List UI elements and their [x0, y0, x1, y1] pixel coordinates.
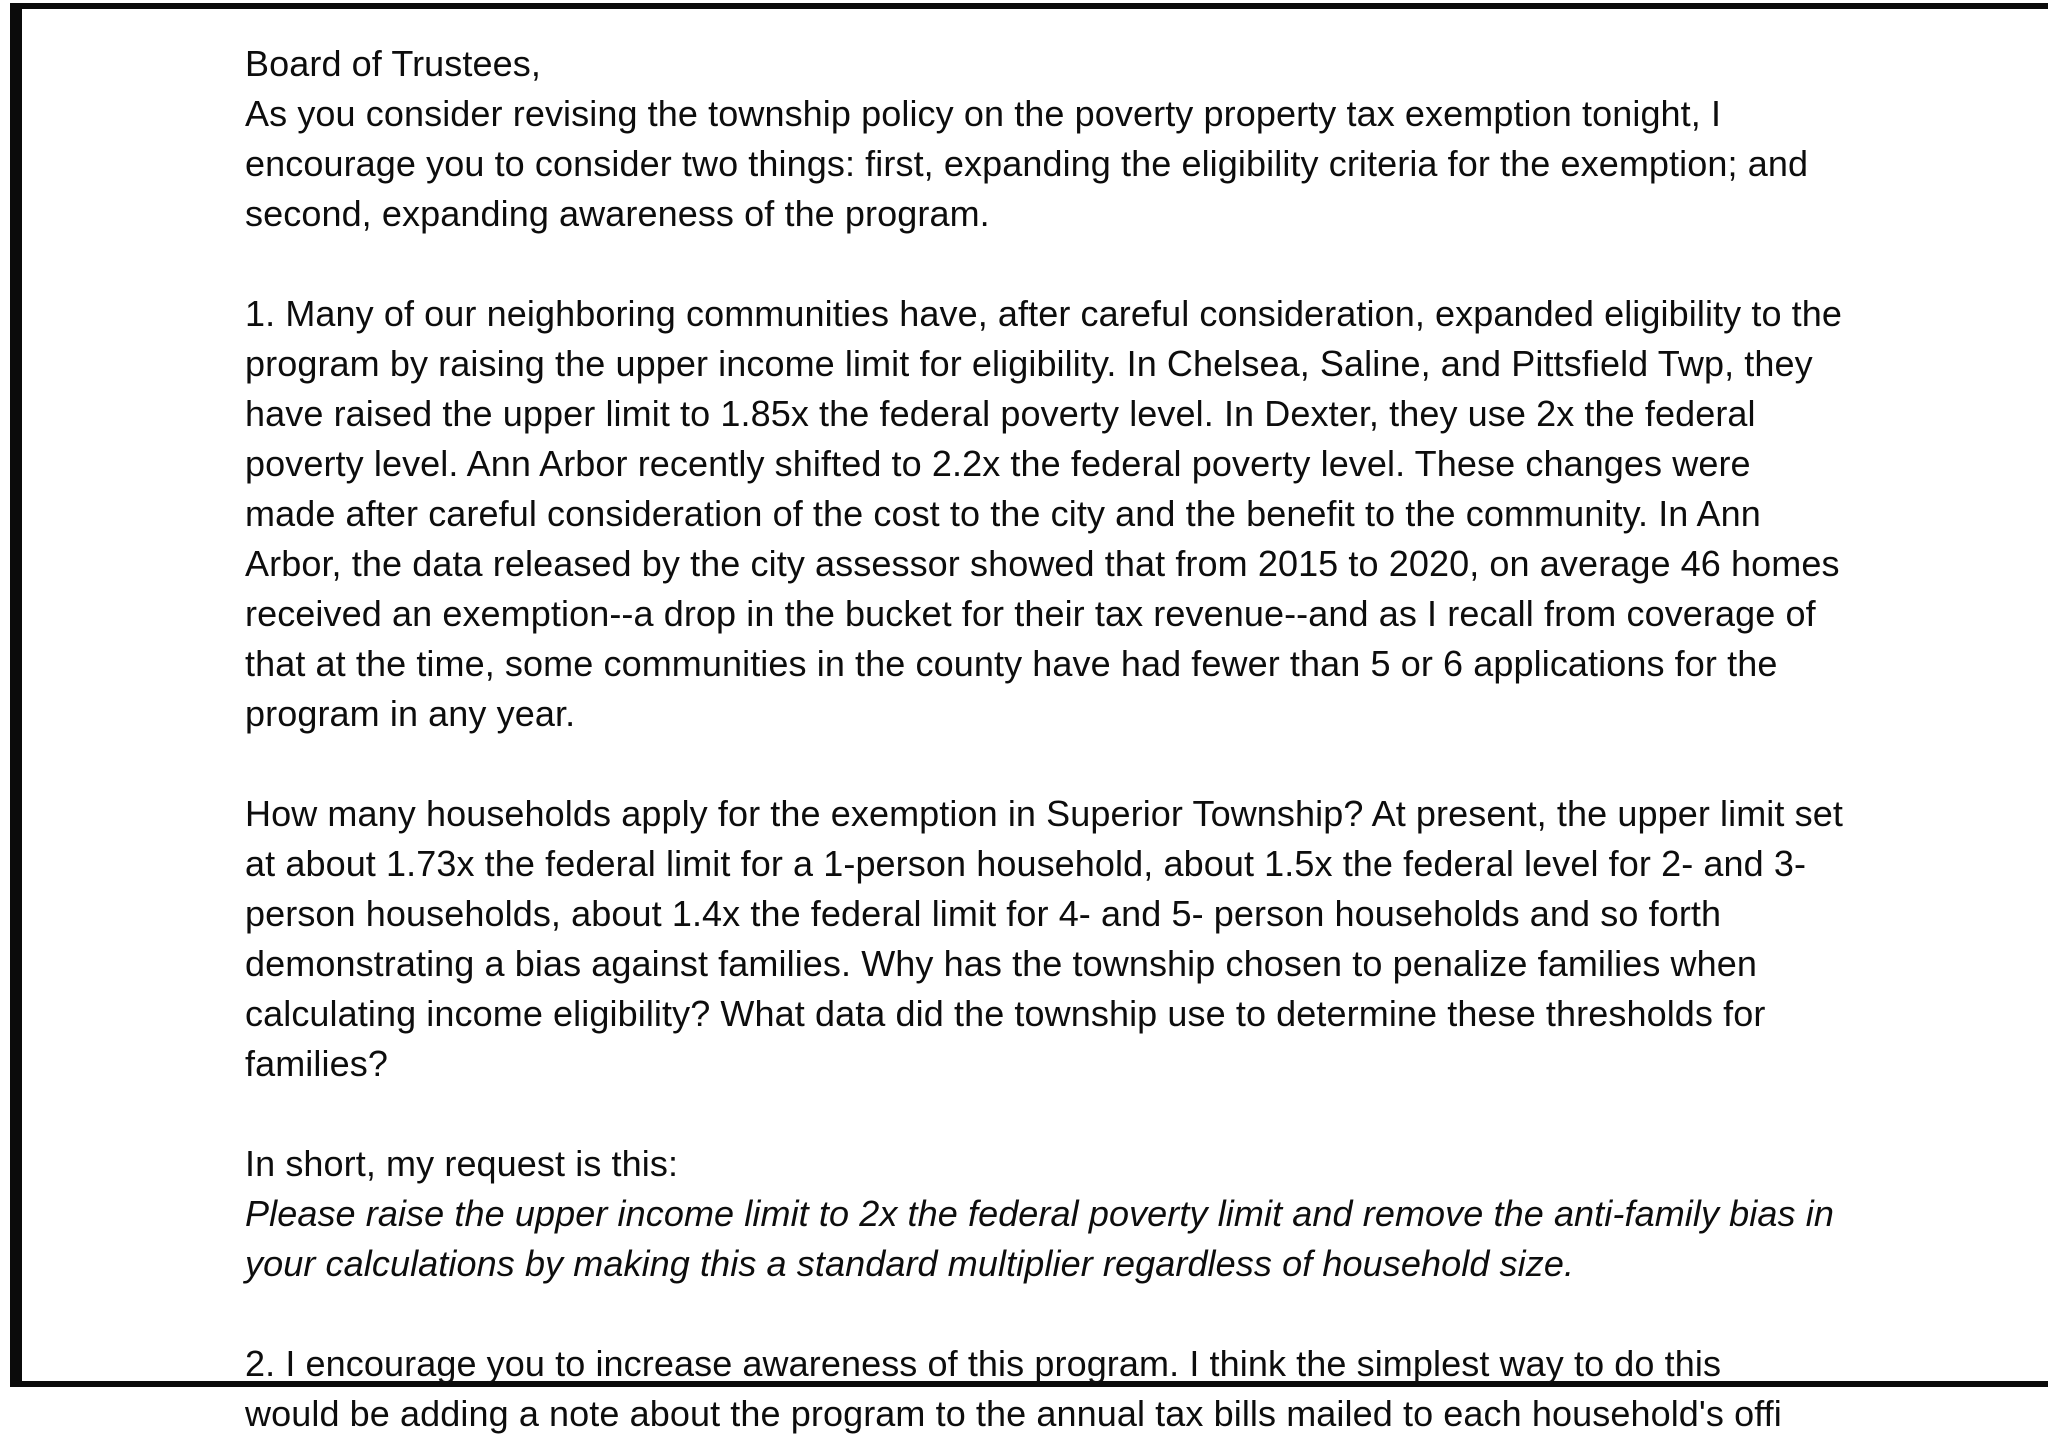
point-2-paragraph: 2. I encourage you to increase awareness of this program. I think the simplest way to do this	[245, 1343, 1722, 1384]
questions-paragraph: How many households apply for the exemption in Superior Township? At present, the upper limit set at about 1.73x the federal limit for a 1-person household, about 1.5x the federal level for 2- and 3-person households, about 1.4x the federal limit for 4- and 5- person households and so forth demonstrating a bias against families. Why has the township chosen to penalize families when calculating income eligibility? What data did the township use to determine these thresholds for families?	[245, 793, 1843, 1084]
letter-body	[22, 9, 2048, 1434]
page-frame	[10, 3, 2048, 1434]
intro-paragraph: As you consider revising the township policy on the poverty property tax exemption tonight, I encourage you to consider two things: first, expanding the eligibility criteria for the exemption; and second, expanding awareness of the program.	[245, 93, 1809, 234]
request-italic-paragraph: Please raise the upper income limit to 2x the federal poverty limit and remove the anti-family bias in your calculations by making this a standard multiplier regardless of household size.	[245, 1193, 1834, 1284]
point-1-paragraph: 1. Many of our neighboring communities have, after careful consideration, expanded eligibility to the program by raising the upper income limit for eligibility. In Chelsea, Saline, and Pittsfield Twp, they have raised the upper limit to 1.85x the federal poverty level. In Dexter, they use 2x the federal poverty level. Ann Arbor recently shifted to 2.2x the federal poverty level. These changes were made after careful consideration of the cost to the city and the benefit to the community. In Ann Arbor, the data released by the city assessor showed that from 2015 to 2020, on average 46 homes received an exemption--a drop in the bucket for their tax revenue--and as I recall from coverage of that at the time, some communities in the county have had fewer than 5 or 6 applications for the program in any year.	[245, 293, 1843, 734]
request-lead-line: In short, my request is this:	[245, 1143, 679, 1184]
salutation: Board of Trustees,	[245, 43, 541, 84]
point-2-clipped-line: would be adding a note about the program to the annual tax bills mailed to each household's offi	[245, 1393, 1782, 1434]
